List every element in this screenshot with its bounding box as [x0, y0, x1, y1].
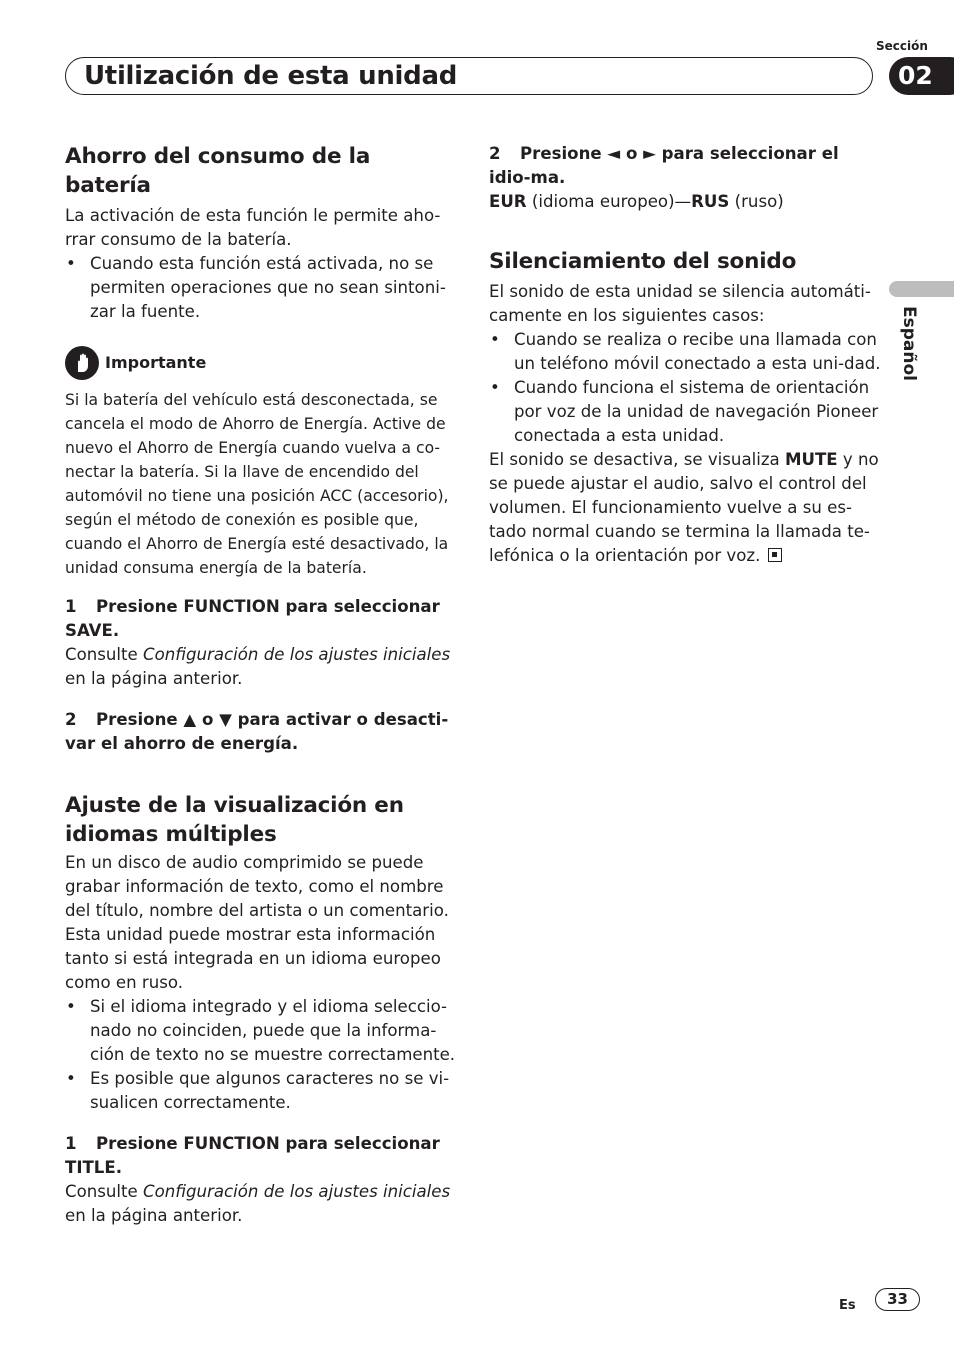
- step-text: Presione ◄ o ► para seleccionar el idio-ma.: [489, 144, 839, 187]
- battery-step-2: [65, 708, 457, 756]
- outro-prefix: El sonido se desactiva, se visualiza: [489, 450, 785, 469]
- multilang-bullets: [65, 995, 457, 1115]
- important-text: Si la batería del vehículo está desconectada, se cancela el modo de Ahorro de Energía. Active de nuevo el Ahorro de Energía cuando vuelva a co-nectar la batería. Si la llave de encendido del automóvil no tiene una posición ACC (accesorio), según el método de conexión es posible que, cuando el Ahorro de Energía esté desactivado, la unidad consuma energía de la batería.: [65, 391, 449, 577]
- list-item: • Es posible que algunos caracteres no se vi-sualicen correctamente.: [65, 1067, 457, 1115]
- step-number: 2: [489, 144, 501, 163]
- step-number: 2: [65, 710, 77, 729]
- outro-suffix: y no se puede ajustar el audio, salvo el control del volumen. El funcionamiento vuelve a su es-tado normal cuando se termina la llamada te-lefónica o la orientación por voz.: [489, 450, 879, 565]
- list-item: • Cuando se realiza o recibe una llamada con un teléfono móvil conectado a esta uni-dad.: [489, 328, 881, 376]
- multilang-step-1-reference: [65, 1180, 457, 1228]
- battery-intro: La activación de esta función le permite aho-rrar consumo de la batería.: [65, 206, 441, 249]
- ref-suffix: en la página anterior.: [65, 669, 243, 688]
- mute-bullets: [489, 328, 881, 448]
- option-rus-desc: (ruso): [729, 192, 784, 211]
- multilang-intro: En un disco de audio comprimido se puede grabar información de texto, como el nombre del título, nombre del artista o un comentario. Esta unidad puede mostrar esta información tanto si está integrada en un idioma europeo como en ruso.: [65, 853, 449, 992]
- page-title: Utilización de esta unidad: [84, 61, 458, 91]
- multilang-step-1: [65, 1132, 457, 1180]
- section-label: Sección: [876, 39, 928, 53]
- multilang-step-2: [489, 142, 881, 190]
- ref-prefix: Consulte: [65, 1182, 144, 1201]
- important-header: [65, 346, 457, 380]
- step-text: Presione ▲ o ▼ para activar o desacti-var el ahorro de energía.: [65, 710, 449, 753]
- step-number: 1: [65, 1134, 77, 1153]
- right-column: [489, 142, 881, 568]
- ref-link-text: Configuración de los ajustes iniciales: [143, 1182, 451, 1201]
- battery-bullets: [65, 252, 457, 324]
- mute-outro: [489, 448, 881, 568]
- battery-step-1: [65, 595, 457, 643]
- section-number-badge: [889, 57, 954, 95]
- option-rus: RUS: [691, 192, 730, 211]
- mute-intro: El sonido de esta unidad se silencia automáti-camente en los siguientes casos:: [489, 282, 871, 325]
- step-number: 1: [65, 597, 77, 616]
- section-end-icon: [768, 548, 782, 562]
- ref-prefix: Consulte: [65, 645, 144, 664]
- language-options: [489, 190, 881, 214]
- heading-mute: Silenciamiento del sonido: [489, 249, 797, 274]
- section-number: 02: [898, 61, 933, 90]
- important-hand-icon: [65, 346, 99, 380]
- important-title: Importante: [105, 353, 207, 372]
- ref-suffix: en la página anterior.: [65, 1206, 243, 1225]
- list-item: • Cuando funciona el sistema de orientación por voz de la unidad de navegación Pioneer conectada a esta unidad.: [489, 376, 881, 448]
- page-number: 33: [875, 1288, 920, 1311]
- option-eur: EUR: [489, 192, 527, 211]
- language-tab-marker: [889, 281, 954, 297]
- list-item: • Cuando esta función está activada, no se permiten operaciones que no sean sintoni-zar la fuente.: [65, 252, 457, 324]
- left-column: [65, 142, 457, 1228]
- battery-step-1-reference: [65, 643, 457, 691]
- step-text: Presione FUNCTION para seleccionar SAVE.: [65, 597, 440, 640]
- footer-language-code: Es: [839, 1298, 856, 1313]
- list-item: • Si el idioma integrado y el idioma seleccio-nado no coinciden, puede que la informa-ción de texto no se muestre correctamente.: [65, 995, 457, 1067]
- step-text: Presione FUNCTION para seleccionar TITLE.: [65, 1134, 440, 1177]
- ref-link-text: Configuración de los ajustes iniciales: [143, 645, 451, 664]
- heading-multilang: Ajuste de la visualización en idiomas múltiples: [65, 793, 404, 847]
- option-eur-desc: (idioma europeo)—: [526, 192, 692, 211]
- mute-keyword: MUTE: [784, 450, 838, 469]
- heading-battery: Ahorro del consumo de la batería: [65, 144, 371, 198]
- language-tab-label: Español: [899, 306, 919, 381]
